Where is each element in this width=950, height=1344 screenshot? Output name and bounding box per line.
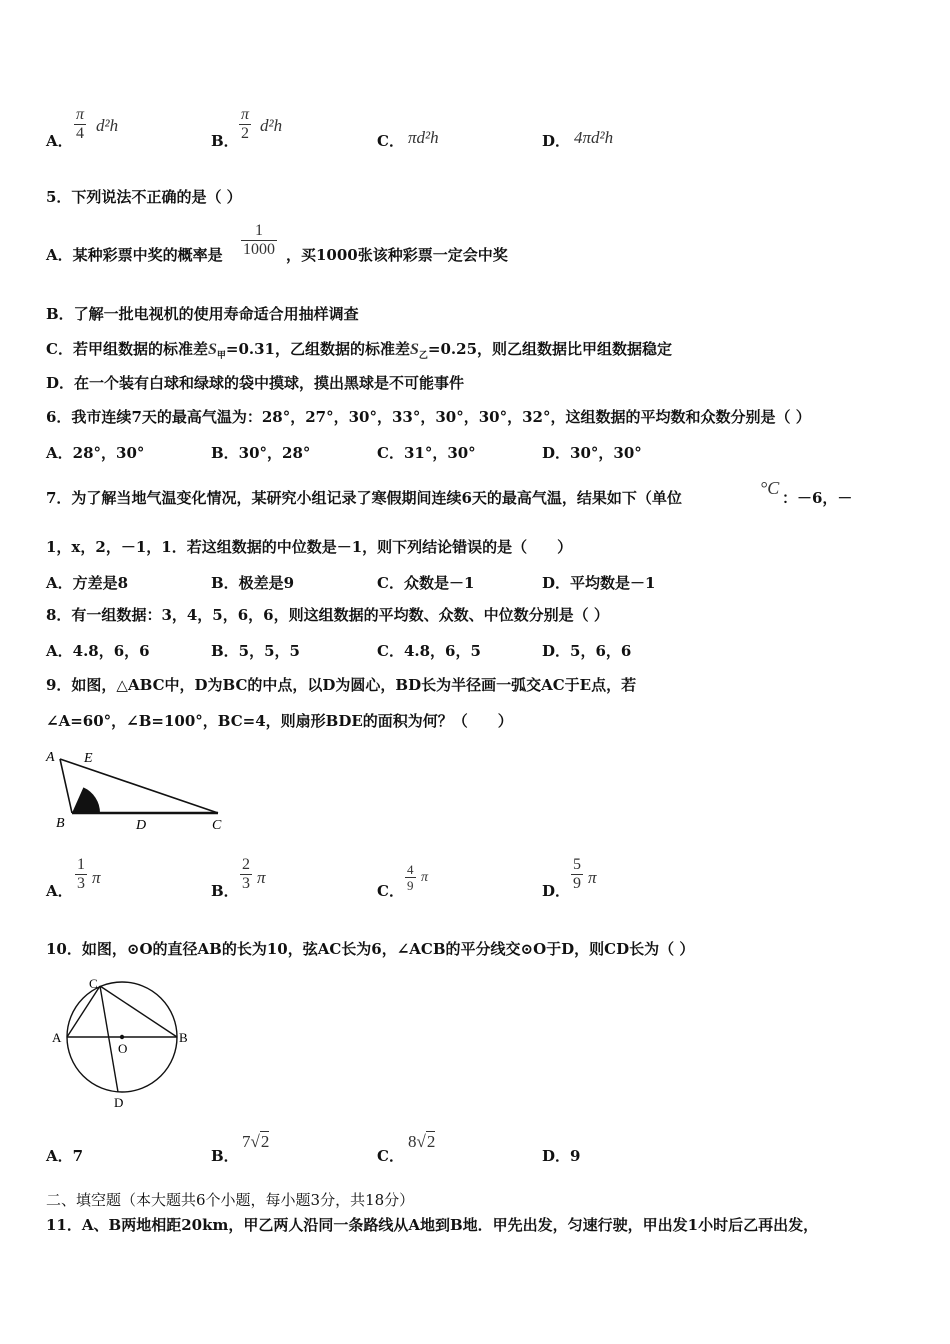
q9-stem-line2: ∠A=60°，∠B=100°，BC=4，则扇形BDE的面积为何？（ ） xyxy=(46,712,513,730)
q4-option-a-tail: d²h xyxy=(96,116,119,135)
q4-option-c-expr: πd²h xyxy=(408,128,439,147)
q9-option-d-tail: π xyxy=(588,868,597,887)
q5-option-a-fraction: $\frac{1}{1000}$ xyxy=(243,222,275,258)
q4-option-a-fraction: $\frac{\pi}{4}$ xyxy=(76,106,85,142)
q4-option-d-expr: 4πd²h xyxy=(574,128,614,147)
q10-label-a: A xyxy=(52,1030,62,1045)
q8-stem: 8．有一组数据：3，4，5，6，6，则这组数据的平均数、众数、中位数分别是（ ） xyxy=(46,606,609,624)
q6-option-c[interactable]: C．31°，30° xyxy=(377,444,476,462)
q10-chord-ac xyxy=(67,986,100,1037)
q10-center-point xyxy=(120,1035,124,1039)
q7-stem-line2: 1，x，2，－1，1．若这组数据的中位数是－1，则下列结论错误的是（ ） xyxy=(46,538,573,556)
q10-option-c-expr: 8√2 xyxy=(408,1132,436,1151)
q7-option-d[interactable]: D．平均数是－1 xyxy=(542,574,656,592)
q9-option-d-fraction: $\frac{5}{9}$ xyxy=(573,856,581,892)
q5-option-c[interactable]: C．若甲组数据的标准差$S_甲=0.31$，乙组数据的标准差$S_乙=0.25$，则乙组数据比甲组数据稳定 xyxy=(46,340,673,361)
q8-option-a[interactable]: A．4.8，6，6 xyxy=(46,642,150,660)
q10-option-c-letter[interactable]: C． xyxy=(377,1147,404,1165)
q4-option-a-letter[interactable]: A． xyxy=(46,132,73,150)
q10-chord-cb xyxy=(100,986,177,1037)
q8-option-d[interactable]: D．5，6，6 xyxy=(542,642,632,660)
q5-option-d[interactable]: D．在一个装有白球和绿球的袋中摸球，摸出黑球是不可能事件 xyxy=(46,374,465,392)
q6-option-b[interactable]: B．30°，28° xyxy=(211,444,311,462)
q10-stem: 10．如图，⊙O的直径AB的长为10，弦AC长为6，∠ACB的平分线交⊙O于D，则CD长为（ ） xyxy=(46,940,695,958)
q11-stem: 11．A、B两地相距20km，甲乙两人沿同一条路线从A地到B地．甲先出发，匀速行驶，甲出发1小时后乙再出发， xyxy=(46,1216,819,1234)
q4-option-c-letter[interactable]: C． xyxy=(377,132,404,150)
q7-option-c[interactable]: C．众数是－1 xyxy=(377,574,475,592)
q10-label-o: O xyxy=(118,1041,128,1056)
q5-stem: 5．下列说法不正确的是（ ） xyxy=(46,188,242,206)
q10-option-d[interactable]: D．9 xyxy=(542,1147,581,1165)
q5-option-a-pre[interactable]: A．某种彩票中奖的概率是 xyxy=(46,246,223,264)
q9-option-a-fraction: $\frac{1}{3}$ xyxy=(77,856,85,892)
q7-unit: °C xyxy=(760,478,780,498)
q4-option-d-letter[interactable]: D． xyxy=(542,132,571,150)
q4-option-b-letter[interactable]: B． xyxy=(211,132,239,150)
q9-option-b-tail: π xyxy=(257,868,266,887)
q10-label-b: B xyxy=(179,1030,188,1045)
q9-option-c-letter[interactable]: C． xyxy=(377,882,404,900)
q9-label-a: A xyxy=(46,750,55,765)
q5-option-a-post: ，买1000张该种彩票一定会中奖 xyxy=(286,246,508,264)
section2-title: 二、填空题（本大题共6个小题，每小题3分，共18分） xyxy=(46,1191,415,1209)
q10-circle-figure xyxy=(45,975,205,1113)
q8-option-c[interactable]: C．4.8，6，5 xyxy=(377,642,481,660)
q7-option-a[interactable]: A．方差是8 xyxy=(46,574,129,592)
q6-option-d[interactable]: D．30°，30° xyxy=(542,444,642,462)
q7-option-b[interactable]: B．极差是9 xyxy=(211,574,295,592)
q9-label-b: B xyxy=(56,816,65,831)
q10-label-c: C xyxy=(89,976,98,991)
q10-option-a[interactable]: A．7 xyxy=(46,1147,84,1165)
q9-option-d-letter[interactable]: D． xyxy=(542,882,571,900)
q5-option-b[interactable]: B．了解一批电视机的使用寿命适合用抽样调查 xyxy=(46,305,359,323)
q10-chord-cd xyxy=(100,986,118,1092)
q9-option-a-tail: π xyxy=(92,868,101,887)
q7-stem-line1-end: ：－6，－ xyxy=(782,489,853,507)
q9-option-b-fraction: $\frac{2}{3}$ xyxy=(242,856,250,892)
q6-option-a[interactable]: A．28°，30° xyxy=(46,444,145,462)
q9-stem-line1: 9．如图，△ABC中，D为BC的中点，以D为圆心，BD长为半径画一弧交AC于E点，若 xyxy=(46,676,637,694)
q9-option-b-letter[interactable]: B． xyxy=(211,882,239,900)
q9-option-c-fraction: $\frac{4}{9}$ xyxy=(407,862,414,893)
q9-triangle-figure xyxy=(40,745,240,835)
q4-option-b-tail: d²h xyxy=(260,116,283,135)
q7-stem-line1: 7．为了解当地气温变化情况，某研究小组记录了寒假期间连续6天的最高气温，结果如下（单位 xyxy=(46,489,682,507)
q9-label-c: C xyxy=(212,818,222,833)
q9-label-d: D xyxy=(136,818,147,833)
q6-stem: 6．我市连续7天的最高气温为：28°，27°，30°，33°，30°，30°，32°，这组数据的平均数和众数分别是（ ） xyxy=(46,408,811,426)
q8-option-b[interactable]: B．5，5，5 xyxy=(211,642,300,660)
q9-label-e: E xyxy=(84,751,93,766)
q10-option-b-expr: 7√2 xyxy=(242,1132,270,1151)
q9-option-c-tail: π xyxy=(421,870,429,885)
q10-label-d: D xyxy=(114,1095,124,1110)
q9-side-ab xyxy=(60,759,72,813)
q9-option-a-letter[interactable]: A． xyxy=(46,882,73,900)
q4-option-b-fraction: $\frac{\pi}{2}$ xyxy=(241,106,250,142)
q10-option-b-letter[interactable]: B． xyxy=(211,1147,239,1165)
q9-sector-bde xyxy=(72,787,100,813)
